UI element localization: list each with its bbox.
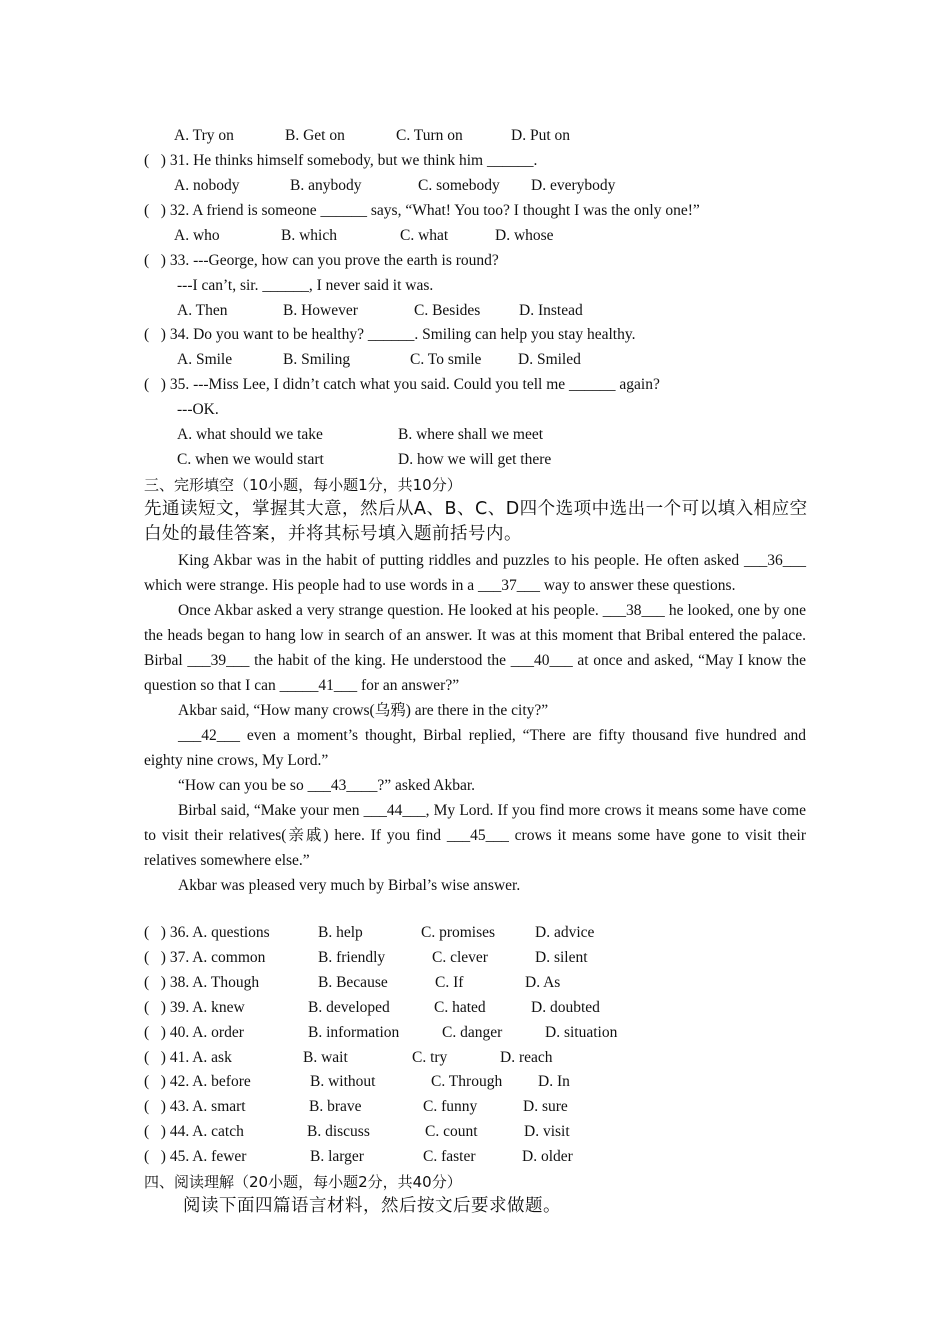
q35-stem-reply: ---OK. [177, 401, 219, 418]
q32-option-b: B. which [281, 227, 337, 244]
q43-stem: ( ) 43. A. smart [144, 1098, 246, 1115]
q45-option-c: C. faster [423, 1148, 476, 1165]
q44-option-d: D. visit [524, 1123, 570, 1140]
q30-option-c: C. Turn on [396, 127, 463, 144]
q33-option-c: C. Besides [414, 302, 481, 319]
section3-instruction: 先通读短文，掌握其大意，然后从A、B、C、D四个选项中选出一个可以填入相应空白处的最佳答案，并将其标号填入题前括号内。 [144, 499, 808, 544]
q34-stem: ( ) 34. Do you want to be healthy? ______. Smiling can help you stay healthy. [144, 326, 636, 343]
q45-stem: ( ) 45. A. fewer [144, 1148, 247, 1165]
q35-option-a: A. what should we take [177, 426, 323, 443]
q43-option-c: C. funny [423, 1098, 478, 1115]
q39-stem: ( ) 39. A. knew [144, 999, 245, 1016]
passage-paragraph: “How can you be so ___43____?” asked Akbar. [178, 777, 476, 794]
q34-option-c: C. To smile [410, 351, 482, 368]
q32-option-c: C. what [400, 227, 449, 244]
q38-option-b: B. Because [318, 974, 388, 991]
q42-option-d: D. In [538, 1073, 570, 1090]
q44-stem: ( ) 44. A. catch [144, 1123, 244, 1140]
q41-option-b: B. wait [303, 1049, 348, 1066]
q33-option-d: D. Instead [519, 302, 583, 319]
q31-option-a: A. nobody [174, 177, 240, 194]
q44-option-c: C. count [425, 1123, 478, 1140]
q39-option-c: C. hated [434, 999, 486, 1016]
q36-option-b: B. help [318, 924, 363, 941]
section4-heading: 四、阅读理解（20小题，每小题2分，共40分） [144, 1173, 462, 1191]
q45-option-b: B. larger [310, 1148, 364, 1165]
q30-option-b: B. Get on [285, 127, 345, 144]
q41-stem: ( ) 41. A. ask [144, 1049, 232, 1066]
q40-option-b: B. information [308, 1024, 400, 1041]
q40-stem: ( ) 40. A. order [144, 1024, 244, 1041]
q35-option-b: B. where shall we meet [398, 426, 544, 443]
q39-option-d: D. doubted [531, 999, 600, 1016]
q33-option-b: B. However [283, 302, 358, 319]
q42-option-b: B. without [310, 1073, 376, 1090]
q33-stem-reply: ---I can’t, sir. ______, I never said it was. [177, 277, 434, 294]
q40-option-d: D. situation [545, 1024, 618, 1041]
q38-option-d: D. As [525, 974, 561, 991]
q37-option-d: D. silent [535, 949, 588, 966]
passage-paragraph: Akbar was pleased very much by Birbal’s wise answer. [178, 877, 521, 894]
q34-option-b: B. Smiling [283, 351, 351, 368]
q35-stem: ( ) 35. ---Miss Lee, I didn’t catch what you said. Could you tell me ______ again? [144, 376, 660, 393]
q43-option-b: B. brave [309, 1098, 362, 1115]
q37-option-b: B. friendly [318, 949, 386, 966]
q31-option-c: C. somebody [418, 177, 500, 194]
q37-stem: ( ) 37. A. common [144, 949, 266, 966]
q35-option-d: D. how we will get there [398, 451, 552, 468]
passage-paragraph: Akbar said, “How many crows(乌鸦) are there in the city?” [178, 702, 549, 719]
q41-option-c: C. try [412, 1049, 448, 1066]
q32-stem: ( ) 32. A friend is someone ______ says, “What! You too? I thought I was the only one!” [144, 202, 700, 219]
q32-option-a: A. who [174, 227, 220, 244]
q34-option-d: D. Smiled [518, 351, 581, 368]
q36-option-d: D. advice [535, 924, 595, 941]
q30-option-d: D. Put on [511, 127, 570, 144]
passage-paragraph: Birbal said, “Make your men ___44___, My Lord. If you find more crows it means some have come to visit their relatives(亲戚) here. If you find ___45___ crows it means some have gone to visit their relatives somewhere else.” [144, 802, 806, 869]
cloze-passage [144, 548, 806, 898]
q34-option-a: A. Smile [177, 351, 233, 368]
q30-option-a: A. Try on [174, 127, 234, 144]
passage-paragraph: ___42___ even a moment’s thought, Birbal replied, “There are fifty thousand five hundred and eighty nine crows, My Lord.” [144, 727, 806, 769]
q31-stem: ( ) 31. He thinks himself somebody, but we think him ______. [144, 152, 538, 169]
section3-heading: 三、完形填空（10小题，每小题1分，共10分） [144, 476, 462, 494]
q42-option-c: C. Through [431, 1073, 503, 1090]
q40-option-c: C. danger [442, 1024, 503, 1041]
q35-option-c: C. when we would start [177, 451, 324, 468]
passage-paragraph: King Akbar was in the habit of putting riddles and puzzles to his people. He often asked ___36___ which were strange. His people had to use words in a ___37___ way to answer these questions. [144, 552, 806, 594]
passage-paragraph: Once Akbar asked a very strange question. He looked at his people. ___38___ he looked, one by one the heads began to hang low in search of an answer. It was at this moment that Bribal entered the palace. Birbal ___39___ the habit of the king. He understood the ___40___ at once and asked, “May I know the question so that I can _____41___ for an answer?” [144, 602, 806, 694]
q36-option-c: C. promises [421, 924, 496, 941]
q45-option-d: D. older [522, 1148, 573, 1165]
q38-option-c: C. If [435, 974, 464, 991]
q44-option-b: B. discuss [307, 1123, 370, 1140]
q31-option-b: B. anybody [290, 177, 362, 194]
q41-option-d: D. reach [500, 1049, 553, 1066]
q43-option-d: D. sure [523, 1098, 568, 1115]
q42-stem: ( ) 42. A. before [144, 1073, 251, 1090]
q33-stem: ( ) 33. ---George, how can you prove the earth is round? [144, 252, 499, 269]
q31-option-d: D. everybody [531, 177, 616, 194]
q39-option-b: B. developed [308, 999, 390, 1016]
q32-option-d: D. whose [495, 227, 554, 244]
q36-stem: ( ) 36. A. questions [144, 924, 270, 941]
q38-stem: ( ) 38. A. Though [144, 974, 260, 991]
q37-option-c: C. clever [432, 949, 488, 966]
section4-instruction: 阅读下面四篇语言材料，然后按文后要求做题。 [183, 1196, 561, 1216]
q33-option-a: A. Then [177, 302, 228, 319]
